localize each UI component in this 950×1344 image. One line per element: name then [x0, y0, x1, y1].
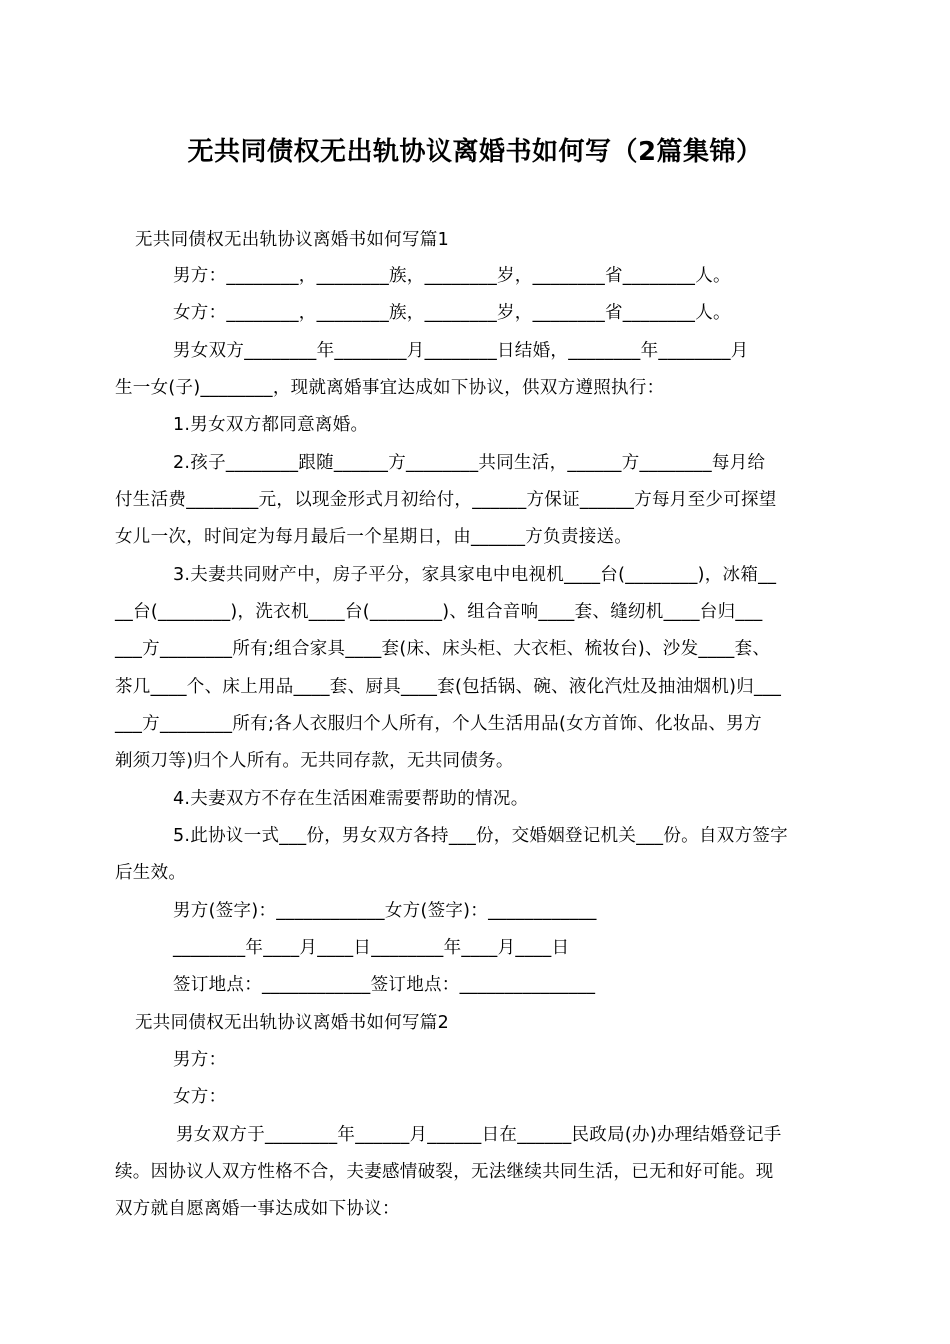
paragraph-line: 茶几____个、床上用品____套、厨具____套(包括锅、碗、液化汽灶及抽油烟机)归___ [115, 677, 782, 697]
location-line: 签订地点：____________签订地点：_______________ [173, 975, 596, 995]
paragraph-line: 剃须刀等)归个人所有。无共同存款，无共同债务。 [115, 751, 514, 771]
paragraph-line: 女方：________，________族，________岁，________省________人。 [173, 303, 731, 323]
paragraph-line: 后生效。 [115, 863, 187, 883]
paragraph-line: 双方就自愿离婚一事达成如下协议： [115, 1199, 400, 1219]
paragraph-line: 男女双方________年________月________日结婚，________年________月 [173, 341, 749, 361]
paragraph-line: 1.男女双方都同意离婚。 [173, 415, 369, 435]
paragraph-line: 续。因协议人双方性格不合，夫妻感情破裂，无法继续共同生活，已无和好可能。现 [115, 1162, 774, 1182]
date-line: ________年____月____日________年____月____日 [173, 938, 570, 958]
paragraph-line: ___方________所有;各人衣服归个人所有，个人生活用品(女方首饰、化妆品、男方 [115, 714, 762, 734]
paragraph-line: 男方： [173, 1050, 227, 1070]
paragraph-line: 5.此协议一式___份，男女双方各持___份，交婚姻登记机关___份。自双方签字 [173, 826, 788, 846]
paragraph-line: 男方：________，________族，________岁，________省________人。 [173, 266, 731, 286]
paragraph-line: 女儿一次，时间定为每月最后一个星期日，由______方负责接送。 [115, 527, 633, 547]
paragraph-line: 男女双方于________年______月______日在______民政局(办)办理结婚登记手 [176, 1125, 782, 1145]
paragraph-line: 3.夫妻共同财产中，房子平分，家具家电中电视机____台(________)，冰箱__ [173, 565, 777, 585]
paragraph-line: 付生活费________元，以现金形式月初给付，______方保证______方每月至少可探望 [115, 490, 777, 510]
section-heading-2: 无共同债权无出轨协议离婚书如何写篇2 [135, 1013, 450, 1033]
signature-line: 男方(签字)：____________女方(签字)：____________ [173, 901, 597, 921]
document-title: 无共同债权无出轨协议离婚书如何写（2篇集锦） [187, 137, 763, 167]
paragraph-line: 女方： [173, 1087, 227, 1107]
section-heading-1: 无共同债权无出轨协议离婚书如何写篇1 [135, 230, 450, 250]
paragraph-line: 2.孩子________跟随______方________共同生活，______方________每月给 [173, 453, 766, 473]
paragraph-line: ___方________所有;组合家具____套(床、床头柜、大衣柜、梳妆台)、沙发____套、 [115, 639, 771, 659]
paragraph-line: 生一女(子)________，现就离婚事宜达成如下协议，供双方遵照执行： [115, 378, 665, 398]
paragraph-line: 4.夫妻双方不存在生活困难需要帮助的情况。 [173, 789, 529, 809]
paragraph-line: __台(________)，洗衣机____台(________)、组合音响____套、缝纫机____台归___ [115, 602, 763, 622]
